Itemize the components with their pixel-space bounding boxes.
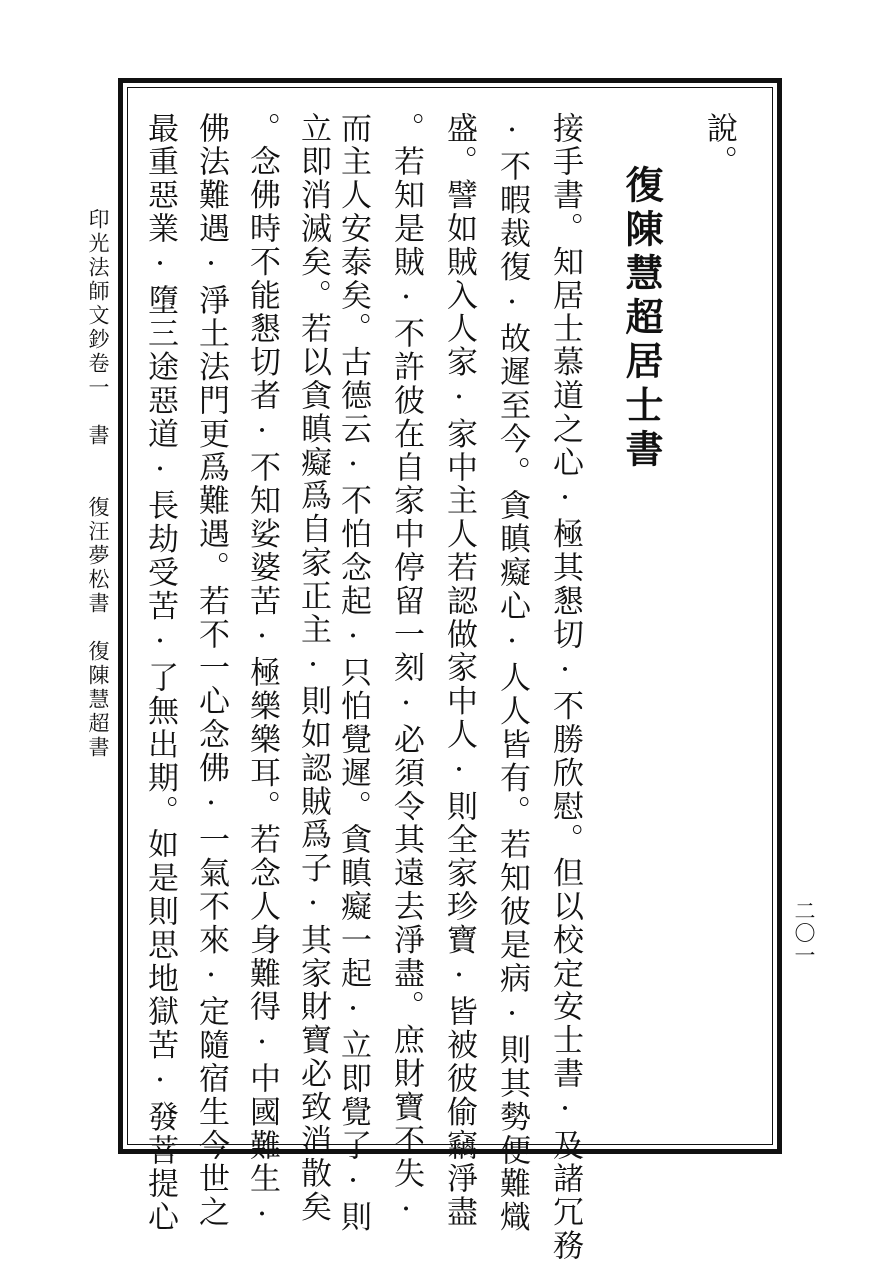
body-line: 而主人安泰矣。古德云·不怕念起·只怕覺遲。貪瞋癡一起·立即覺了·則 bbox=[335, 112, 371, 1235]
body-line: 立即消滅矣。若以貪瞋癡爲自家正主·則如認賊爲子·其家財寶必致消散矣 bbox=[295, 112, 331, 1225]
letter-title: 復陳慧超居士書 bbox=[619, 165, 664, 473]
carryover-text: 說。 bbox=[701, 112, 737, 179]
running-header: 印光法師文鈔卷一 書 復汪夢松書 復陳慧超書 bbox=[86, 208, 110, 760]
body-line: 佛法難遇·淨土法門更爲難遇。若不一心念佛·一氣不來·定隨宿生今世之 bbox=[193, 112, 229, 1230]
body-line: 盛。譬如賊入人家·家中主人若認做家中人·則全家珍寶·皆被彼偷竊淨盡 bbox=[441, 112, 477, 1230]
page-number: 二〇一 bbox=[792, 900, 816, 966]
body-line: ·不暇裁復·故遲至今。貪瞋癡心·人人皆有。若知彼是病·則其勢便難熾 bbox=[494, 112, 530, 1235]
body-line: 接手書。知居士慕道之心·極其懇切·不勝欣慰。但以校定安士書·及諸冗務 bbox=[547, 112, 583, 1263]
body-line: 最重惡業·墮三途惡道·長劫受苦·了無出期。如是則思地獄苦·發菩提心 bbox=[142, 112, 178, 1235]
body-line: 。念佛時不能懇切者·不知娑婆苦·極樂樂耳。若念人身難得·中國難生· bbox=[244, 112, 280, 1235]
body-line: 。若知是賊·不許彼在自家中停留一刻·必須令其遠去淨盡。庶財寶不失· bbox=[388, 112, 424, 1230]
